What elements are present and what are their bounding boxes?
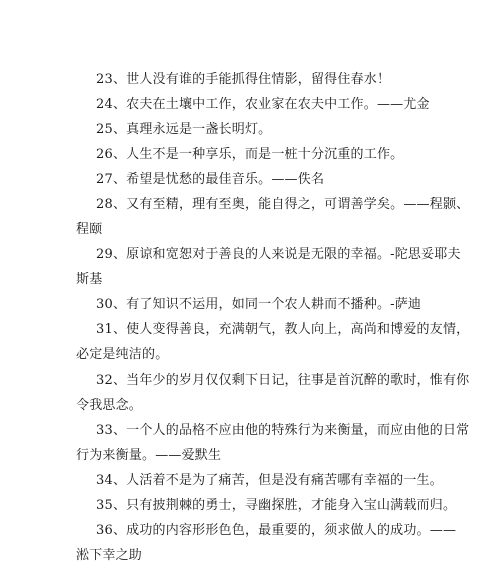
quote-28-line-1: 28、又有至精，理有至奥，能自得之，可谓善学矣。——程颢、 bbox=[96, 197, 470, 212]
quote-36-line-1: 36、成功的内容形形色色，最重要的，须求做人的成功。—— bbox=[96, 523, 457, 538]
quote-35-line-1: 35、只有披荆棘的勇士，寻幽探胜，才能身入宝山满载而归。 bbox=[96, 498, 457, 513]
quote-30-line-1: 30、有了知识不运用，如同一个农人耕而不播种。-萨迪 bbox=[96, 297, 422, 312]
quote-29-line-1: 29、原谅和宽恕对于善良的人来说是无限的幸福。-陀思妥耶夫 bbox=[96, 247, 461, 262]
quote-29-line-2: 斯基 bbox=[76, 272, 103, 287]
quote-28-line-2: 程颐 bbox=[76, 222, 103, 237]
quote-33-line-2: 行为来衡量。——爱默生 bbox=[76, 448, 222, 463]
quote-27-line-1: 27、希望是忧愁的最佳音乐。——佚名 bbox=[96, 172, 325, 187]
quote-32-line-1: 32、当年少的岁月仅仅剩下日记，往事是首沉醉的歌时，惟有你 bbox=[96, 373, 470, 388]
quote-31-line-1: 31、使人变得善良，充满朝气，教人向上，高尚和博爱的友情， bbox=[96, 322, 470, 337]
quote-25-line-1: 25、真理永远是一盏长明灯。 bbox=[96, 122, 272, 137]
quote-23-line-1: 23、世人没有谁的手能抓得住情影，留得住春水！ bbox=[96, 72, 391, 87]
quote-33-line-1: 33、一个人的品格不应由他的特殊行为来衡量，而应由他的日常 bbox=[96, 423, 470, 438]
quote-36-line-2: 淞下幸之助 bbox=[76, 548, 143, 563]
quote-24-line-1: 24、农夫在土壤中工作，农业家在农夫中工作。——尤金 bbox=[96, 97, 430, 112]
quote-32-line-2: 令我思念。 bbox=[76, 398, 143, 413]
quote-34-line-1: 34、人活着不是为了痛苦，但是没有痛苦哪有幸福的一生。 bbox=[96, 473, 443, 488]
quote-31-line-2: 必定是纯洁的。 bbox=[76, 347, 169, 362]
quote-26-line-1: 26、人生不是一种享乐，而是一桩十分沉重的工作。 bbox=[96, 147, 404, 162]
